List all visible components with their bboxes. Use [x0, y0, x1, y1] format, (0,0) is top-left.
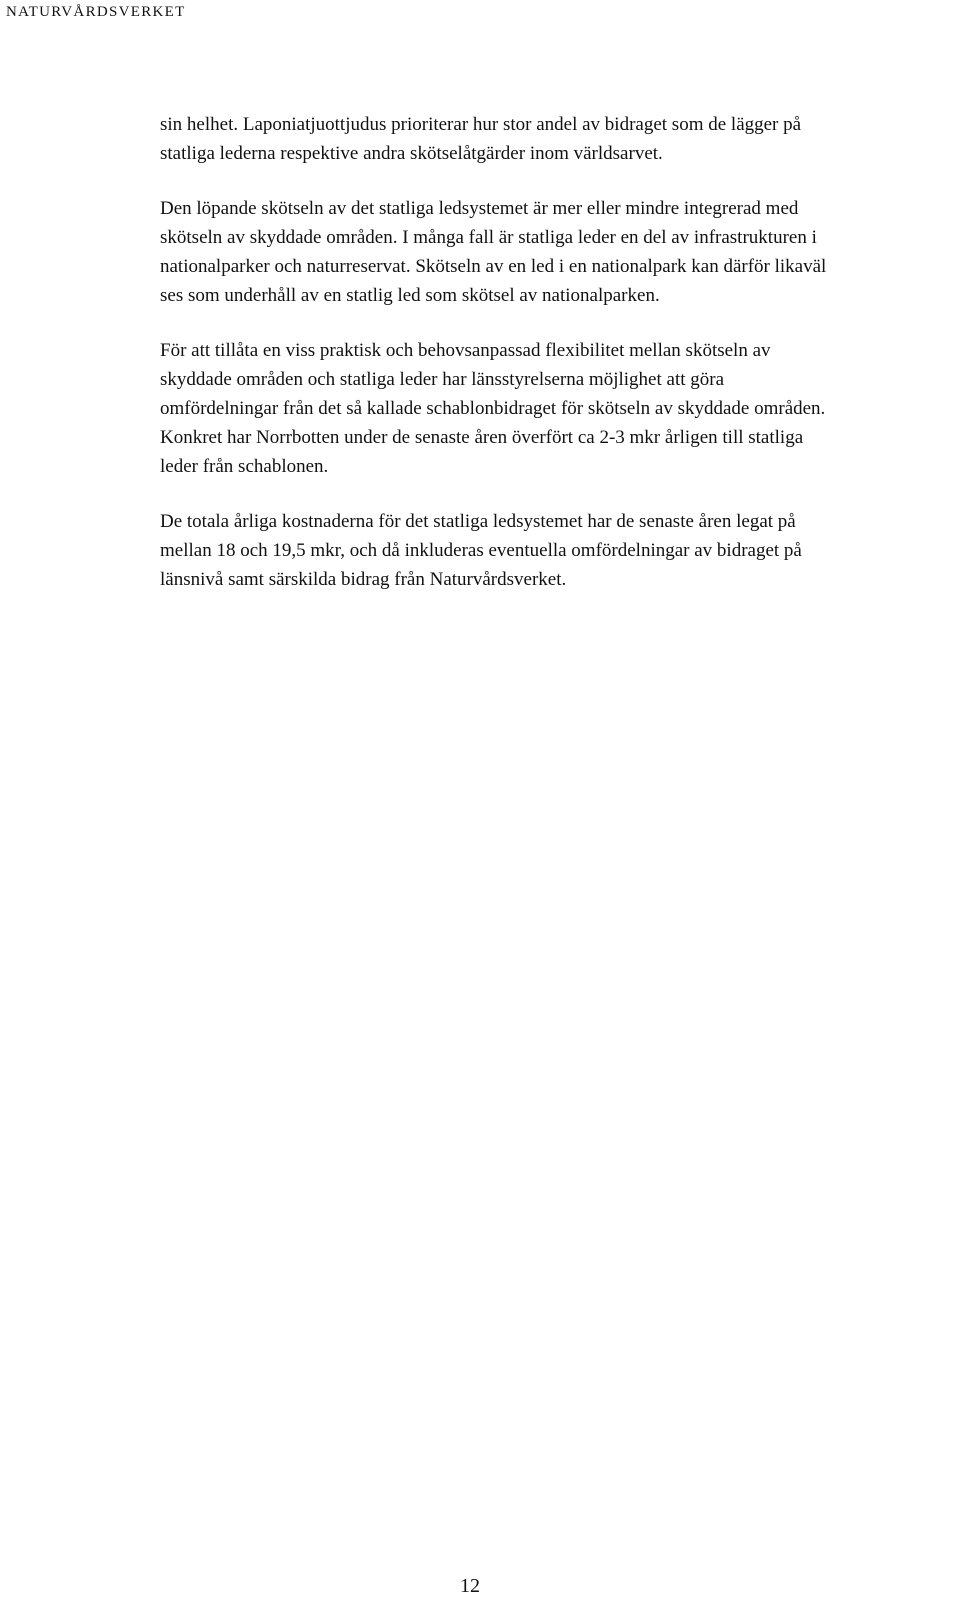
document-body	[160, 110, 945, 620]
paragraph-1: sin helhet. Laponiatjuottjudus prioriterar hur stor andel av bidraget som de lägger på statliga lederna respektive andra skötselåtgärder inom världsarvet.	[160, 114, 802, 164]
paragraph-2: Den löpande skötseln av det statliga ledsystemet är mer eller mindre integrerad med skötseln av skyddade områden. I många fall är statliga leder en del av infrastrukturen i nationalparker och naturreservat. Skötseln av en led i en nationalpark kan därför likaväl ses som underhåll av en statlig led som skötsel av nationalparken.	[160, 198, 827, 306]
page-number: 12	[460, 1575, 480, 1597]
paragraph-4: De totala årliga kostnaderna för det statliga ledsystemet har de senaste åren legat på mellan 18 och 19,5 mkr, och då inkluderas eventuella omfördelningar av bidraget på länsnivå samt särskilda bidrag från Naturvårdsverket.	[160, 511, 802, 590]
header-org-name: NATURVÅRDSVERKET	[6, 4, 186, 20]
paragraph-3: För att tillåta en viss praktisk och behovsanpassad flexibilitet mellan skötseln av skyddade områden och statliga leder har länsstyrelserna möjlighet att göra omfördelningar från det så kallade schablonbidraget för skötseln av skyddade områden. Konkret har Norrbotten under de senaste åren överfört ca 2-3 mkr årligen till statliga leder från schablonen.	[160, 340, 826, 477]
